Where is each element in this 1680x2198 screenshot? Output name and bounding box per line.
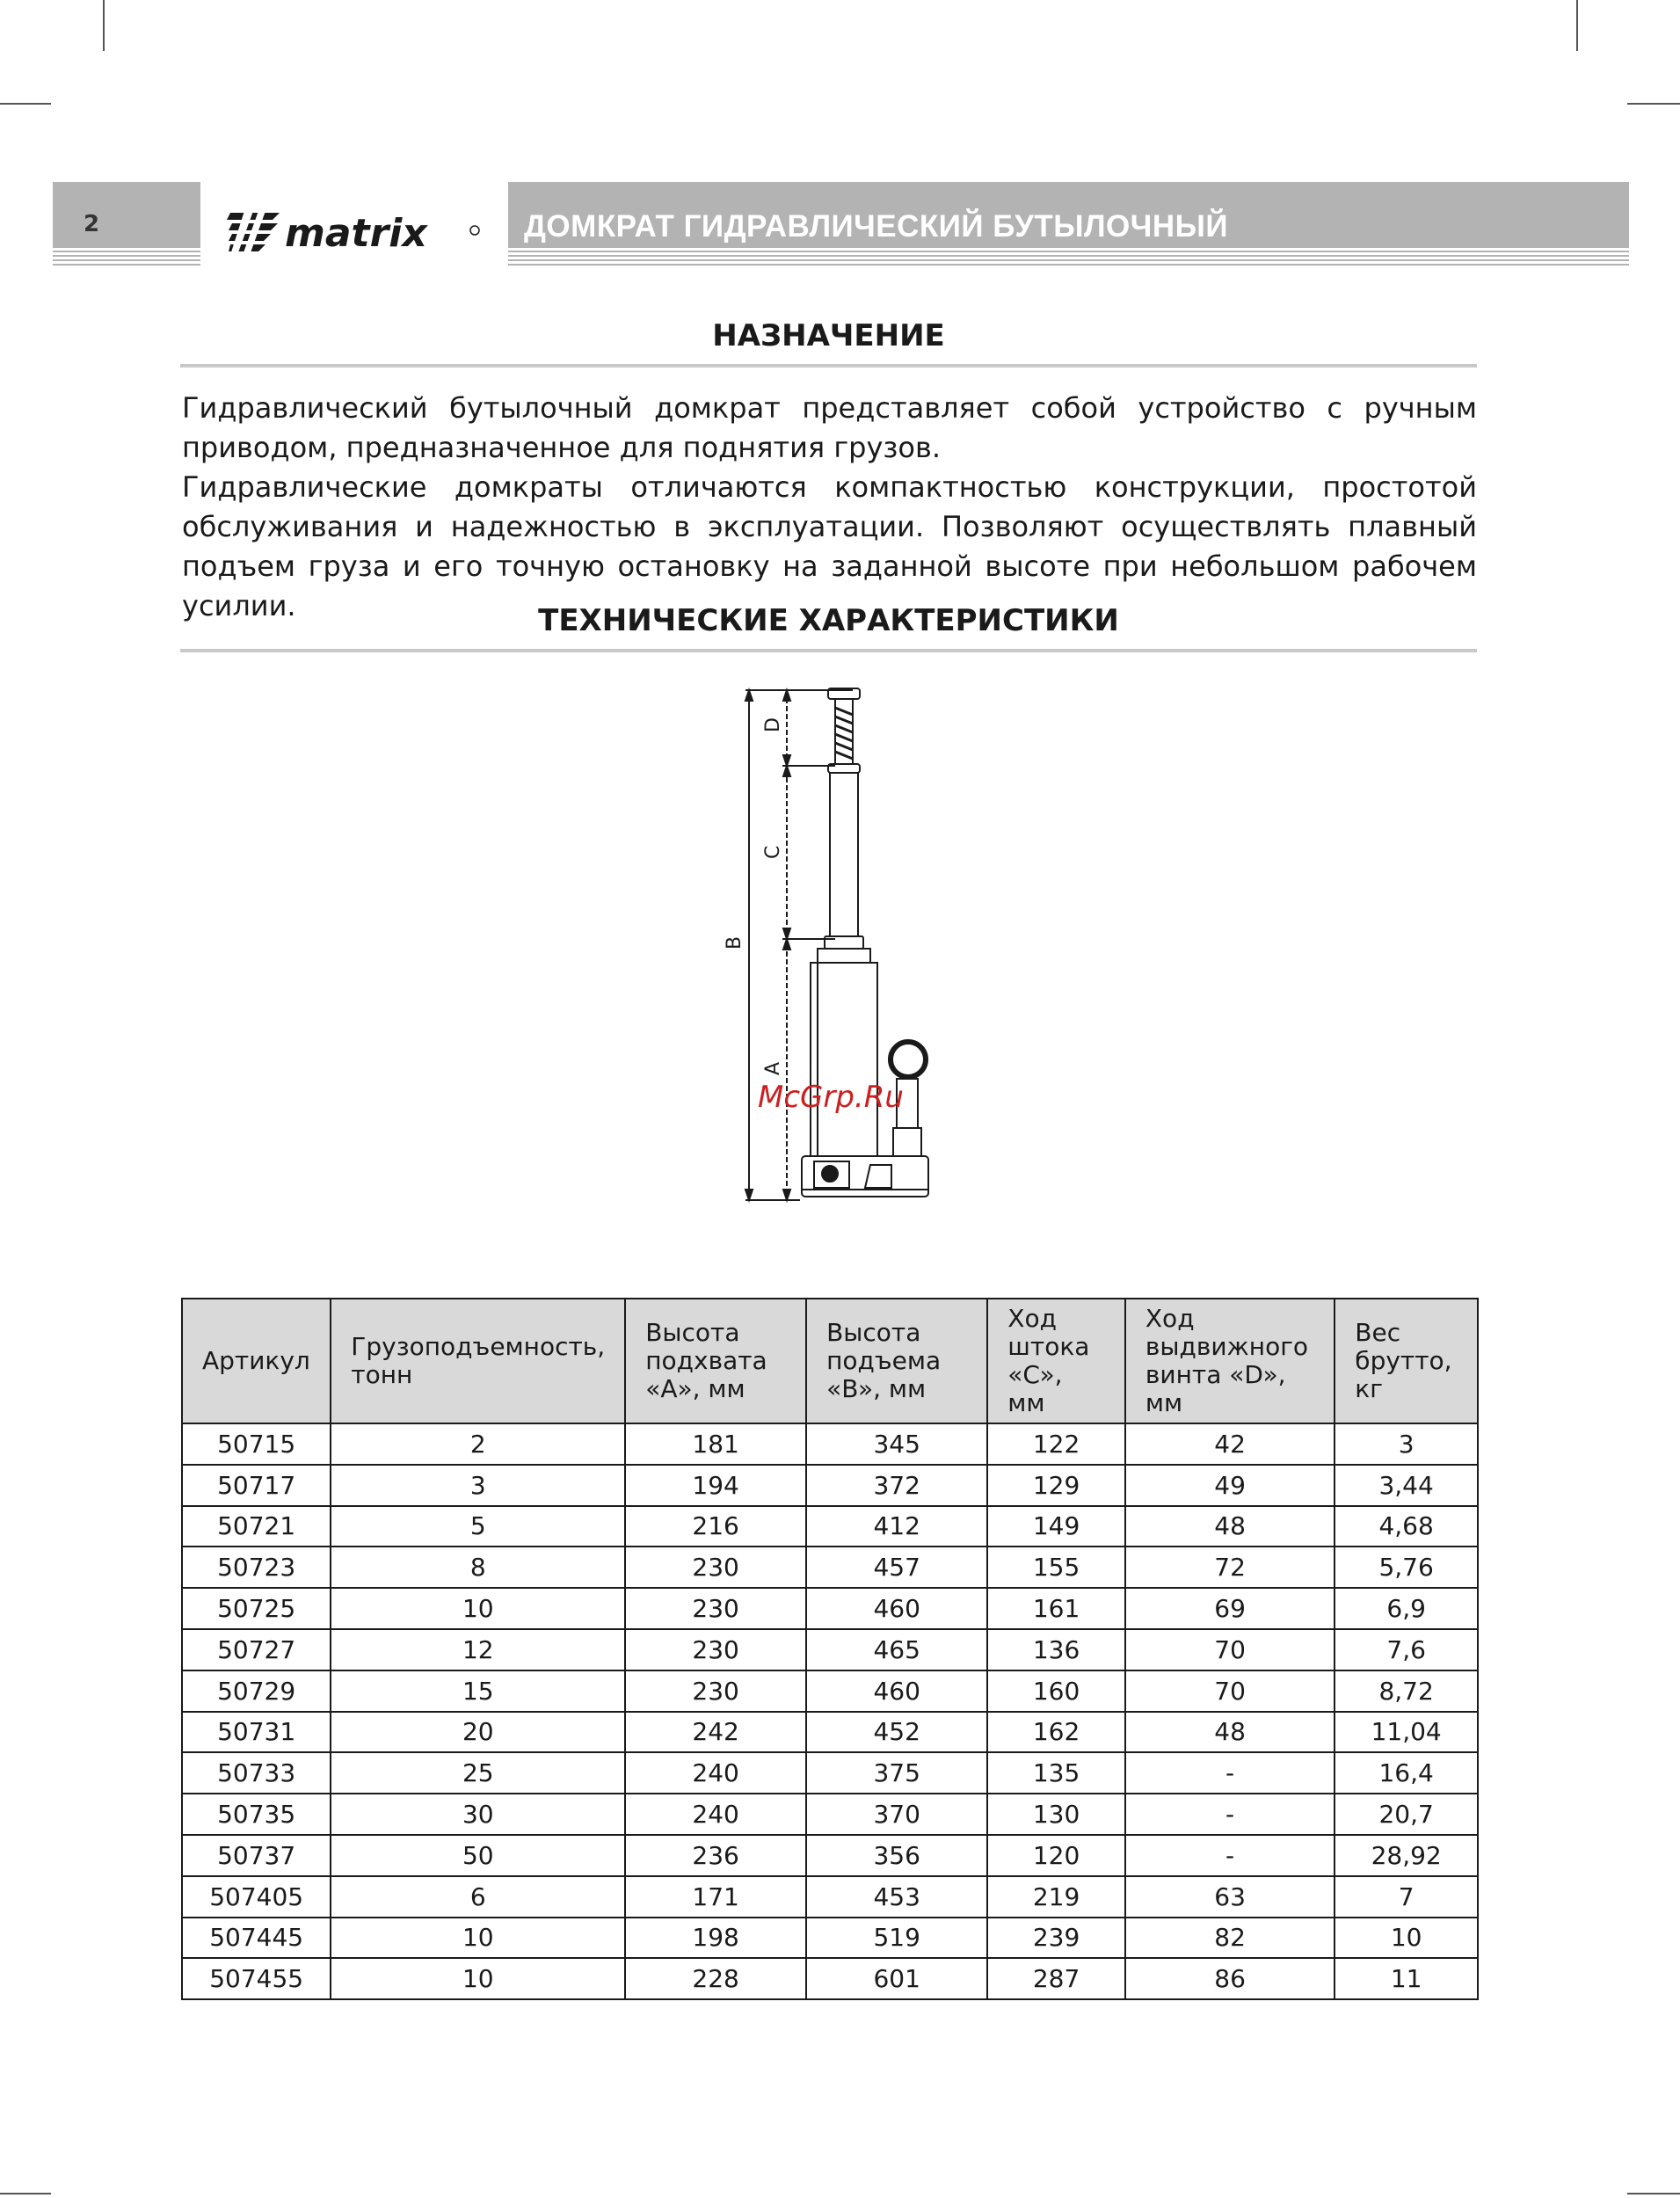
table-cell: 230	[625, 1547, 806, 1588]
table-row	[182, 1876, 1478, 1918]
purpose-paragraph: Гидравлические домкраты отличаются компактностью конструкции, простотой обслуживания и надежностью в эксплуатации. Позволяют осуществлять плавный подъем груза и его точную остановку на заданной высоте при небольшом рабочем усилии.	[182, 470, 1477, 622]
table-cell: 49	[1125, 1465, 1335, 1506]
table-cell: 230	[625, 1588, 806, 1629]
table-cell: 50733	[182, 1752, 331, 1794]
column-header: Высота подхвата «A», мм	[625, 1299, 806, 1423]
table-cell: 452	[806, 1712, 987, 1753]
table-row	[182, 1465, 1478, 1506]
table-cell: 239	[987, 1918, 1125, 1959]
crop-mark	[103, 0, 105, 51]
table-cell: 162	[987, 1712, 1125, 1753]
table-cell: 149	[987, 1506, 1125, 1547]
table-row	[182, 1588, 1478, 1629]
table-cell: 3	[331, 1465, 625, 1506]
table-cell: 72	[1125, 1547, 1335, 1588]
table-cell: 228	[625, 1958, 806, 1999]
table-cell: 50727	[182, 1629, 331, 1670]
jack-ram	[830, 773, 858, 936]
table-cell: 11,04	[1335, 1712, 1478, 1753]
table-cell: 370	[806, 1794, 987, 1835]
table-cell: 63	[1125, 1876, 1335, 1918]
dimension-label-b: B	[724, 935, 745, 950]
table-cell: 8	[331, 1547, 625, 1588]
table-row	[182, 1506, 1478, 1547]
section-divider	[180, 649, 1477, 652]
table-cell: 7	[1335, 1876, 1478, 1918]
logo-text: matrix	[285, 211, 427, 256]
table-cell: 42	[1125, 1423, 1335, 1465]
table-cell: 70	[1125, 1629, 1335, 1670]
table-cell: 507455	[182, 1958, 331, 1999]
crop-mark	[1627, 2193, 1680, 2194]
table-cell: 171	[625, 1876, 806, 1918]
table-cell: 50715	[182, 1423, 331, 1465]
document-title: ДОМКРАТ ГИДРАВЛИЧЕСКИЙ БУТЫЛОЧНЫЙ	[524, 209, 1229, 244]
section-divider	[180, 364, 1477, 368]
crop-mark	[1576, 0, 1578, 51]
table-cell: 465	[806, 1629, 987, 1670]
table-cell: 48	[1125, 1712, 1335, 1753]
table-cell: 345	[806, 1423, 987, 1465]
column-header: Грузоподъемность, тонн	[331, 1299, 625, 1423]
table-cell: 181	[625, 1423, 806, 1465]
crop-mark	[0, 103, 51, 105]
table-cell: 50735	[182, 1794, 331, 1835]
table-cell: 519	[806, 1918, 987, 1959]
table-cell: 50729	[182, 1670, 331, 1712]
table-cell: 507445	[182, 1918, 331, 1959]
table-cell: 230	[625, 1629, 806, 1670]
table-cell: 50725	[182, 1588, 331, 1629]
table-cell: 69	[1125, 1588, 1335, 1629]
table-cell: 6	[331, 1876, 625, 1918]
header-stripes	[53, 248, 200, 267]
table-cell: 50721	[182, 1506, 331, 1547]
logo-grid-icon	[227, 211, 280, 255]
table-cell: 86	[1125, 1958, 1335, 1999]
table-row	[182, 1752, 1478, 1794]
table-cell: 460	[806, 1588, 987, 1629]
table-cell: 20,7	[1335, 1794, 1478, 1835]
column-header: Артикул	[182, 1299, 331, 1423]
dimension-label-a: A	[762, 1061, 784, 1075]
table-cell: 240	[625, 1752, 806, 1794]
crop-mark	[0, 2193, 51, 2194]
table-cell: 50723	[182, 1547, 331, 1588]
table-cell: 242	[625, 1712, 806, 1753]
table-row	[182, 1918, 1478, 1959]
table-cell: 10	[331, 1588, 625, 1629]
table-cell: 20	[331, 1712, 625, 1753]
table-cell: 5,76	[1335, 1547, 1478, 1588]
table-cell: 216	[625, 1506, 806, 1547]
table-cell: 230	[625, 1670, 806, 1712]
table-cell: 236	[625, 1835, 806, 1876]
table-cell: 11	[1335, 1958, 1478, 1999]
table-cell: 50737	[182, 1835, 331, 1876]
table-row	[182, 1547, 1478, 1588]
table-cell: 135	[987, 1752, 1125, 1794]
table-header-row	[182, 1299, 1478, 1423]
table-cell: 5	[331, 1506, 625, 1547]
table-row	[182, 1958, 1478, 1999]
table-cell: 48	[1125, 1506, 1335, 1547]
table-cell: 601	[806, 1958, 987, 1999]
table-cell: 160	[987, 1670, 1125, 1712]
purpose-text	[182, 389, 1477, 626]
table-cell: 25	[331, 1752, 625, 1794]
table-cell: 372	[806, 1465, 987, 1506]
table-cell: -	[1125, 1794, 1335, 1835]
table-cell: -	[1125, 1835, 1335, 1876]
table-cell: 50	[331, 1835, 625, 1876]
column-header: Ход выдвижного винта «D», мм	[1125, 1299, 1335, 1423]
table-cell: 507405	[182, 1876, 331, 1918]
table-cell: 50717	[182, 1465, 331, 1506]
table-cell: 219	[987, 1876, 1125, 1918]
table-cell: 4,68	[1335, 1506, 1478, 1547]
crop-mark	[1627, 103, 1680, 105]
table-cell: 129	[987, 1465, 1125, 1506]
table-cell: 375	[806, 1752, 987, 1794]
table-cell: 16,4	[1335, 1752, 1478, 1794]
table-cell: 287	[987, 1958, 1125, 1999]
table-cell: 12	[331, 1629, 625, 1670]
table-cell: 194	[625, 1465, 806, 1506]
purpose-heading: НАЗНАЧЕНИЕ	[712, 318, 945, 353]
table-row	[182, 1670, 1478, 1712]
table-row	[182, 1712, 1478, 1753]
table-cell: 30	[331, 1794, 625, 1835]
table-cell: 155	[987, 1547, 1125, 1588]
table-cell: 412	[806, 1506, 987, 1547]
table-cell: 453	[806, 1876, 987, 1918]
table-cell: 10	[331, 1918, 625, 1959]
table-cell: 3	[1335, 1423, 1478, 1465]
page-number: 2	[84, 211, 100, 237]
table-cell: 356	[806, 1835, 987, 1876]
table-body	[182, 1423, 1478, 1999]
table-cell: 6,9	[1335, 1588, 1478, 1629]
table-cell: 8,72	[1335, 1670, 1478, 1712]
table-cell: 460	[806, 1670, 987, 1712]
table-cell: 7,6	[1335, 1629, 1478, 1670]
table-row	[182, 1423, 1478, 1465]
jack-cylinder	[811, 963, 877, 1156]
table-cell: 70	[1125, 1670, 1335, 1712]
column-header: Высота подъема «B», мм	[806, 1299, 987, 1423]
brand-logo	[227, 204, 482, 269]
table-cell: 130	[987, 1794, 1125, 1835]
table-cell: 15	[331, 1670, 625, 1712]
table-cell: 457	[806, 1547, 987, 1588]
table-cell: 136	[987, 1629, 1125, 1670]
table-cell: 198	[625, 1918, 806, 1959]
table-row	[182, 1794, 1478, 1835]
column-header: Вес брутто, кг	[1335, 1299, 1478, 1423]
table-cell: 50731	[182, 1712, 331, 1753]
table-cell: 82	[1125, 1918, 1335, 1959]
table-cell: 28,92	[1335, 1835, 1478, 1876]
table-cell: 161	[987, 1588, 1125, 1629]
pump-handle-ring	[891, 1042, 926, 1077]
column-header: Ход штока «C», мм	[987, 1299, 1125, 1423]
watermark: McGrp.Ru	[758, 1080, 904, 1115]
table-row	[182, 1629, 1478, 1670]
dimension-label-d: D	[762, 717, 784, 732]
header-stripes	[508, 248, 1629, 267]
purpose-paragraph: Гидравлический бутылочный домкрат представляет собой устройство с ручным приводом, предназначенное для поднятия грузов.	[182, 391, 1477, 464]
table-row	[182, 1835, 1478, 1876]
table-cell: 3,44	[1335, 1465, 1478, 1506]
specs-table	[181, 1298, 1479, 2000]
table-cell: 2	[331, 1423, 625, 1465]
table-cell: 120	[987, 1835, 1125, 1876]
table-cell: 122	[987, 1423, 1125, 1465]
table-cell: 10	[331, 1958, 625, 1999]
table-cell: 10	[1335, 1918, 1478, 1959]
table-cell: -	[1125, 1752, 1335, 1794]
jack-diagram	[724, 681, 958, 1212]
specs-heading: ТЕХНИЧЕСКИЕ ХАРАКТЕРИСТИКИ	[538, 603, 1119, 638]
dimension-label-c: C	[762, 845, 784, 859]
table-cell: 240	[625, 1794, 806, 1835]
